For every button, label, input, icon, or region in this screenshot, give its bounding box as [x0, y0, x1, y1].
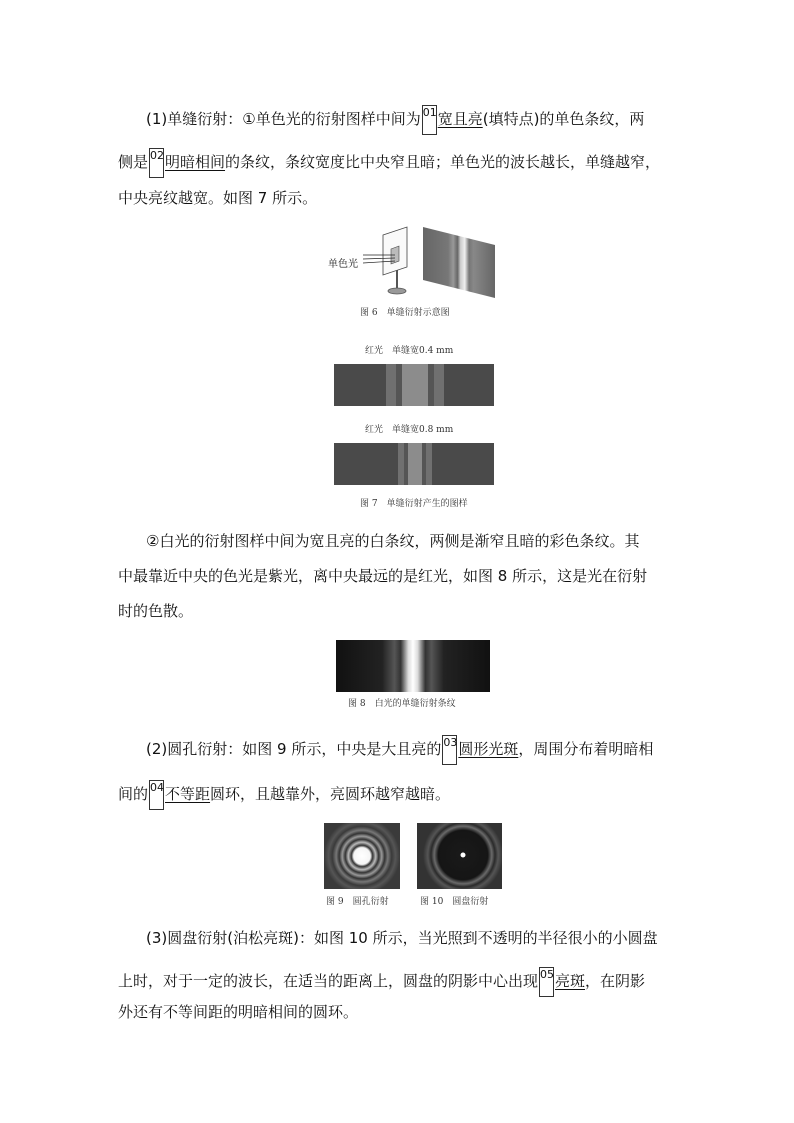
answer-box-01: [422, 105, 437, 135]
answer-box-03: [442, 735, 457, 765]
text-run: 圆环，且越靠外，亮圆环越窄越暗。: [210, 785, 451, 803]
text-run: (1)单缝衍射：①单色光的衍射图样中间为: [146, 110, 421, 128]
figure-9-circular-hole-pattern: [324, 823, 400, 889]
text-run: ，周围分布着明暗相: [518, 740, 654, 758]
text-line: 时的色散。: [118, 602, 194, 620]
answer-box-05: [539, 967, 554, 997]
disk-diffraction-image: [417, 823, 502, 889]
answer-number: 02: [150, 149, 165, 162]
figure-8-white-light-fringes: [336, 640, 490, 692]
figure-6-caption: 图 6 单缝衍射示意图: [360, 308, 450, 318]
fringe-pattern-0.4mm: [334, 364, 494, 406]
text-line: 中最靠近中央的色光是紫光，离中央最远的是红光，如图 8 所示，这是光在衍射: [118, 567, 648, 585]
text-run: 间的: [118, 785, 149, 803]
text-run: 的条纹，条纹宽度比中央窄且暗；单色光的波长越长，单缝越窄，: [225, 153, 661, 171]
fringe-image: [334, 364, 494, 406]
circular-hole-image: [324, 823, 400, 889]
figure-9-caption: 图 9 圆孔衍射: [326, 897, 389, 907]
fringe-image: [334, 443, 494, 485]
text-line: [146, 735, 653, 765]
text-line: [118, 967, 645, 997]
answer-number: 01: [422, 106, 437, 119]
answer-text: 圆形光斑: [458, 740, 519, 758]
text-line: [146, 105, 644, 135]
text-line: (3)圆盘衍射(泊松亮斑)：如图 10 所示，当光照到不透明的半径很小的小圆盘: [146, 929, 658, 947]
figure-8-caption: 图 8 白光的单缝衍射条纹: [348, 699, 456, 709]
text-line: [118, 780, 450, 810]
answer-number: 05: [540, 968, 555, 981]
text-line: [118, 148, 660, 178]
monochromatic-light-label: 单色光: [328, 259, 358, 270]
text-run: ，在阴影: [585, 972, 646, 990]
answer-number: 03: [443, 736, 458, 749]
figure-7-label-bottom: 红光 单缝宽0.8 mm: [365, 425, 454, 435]
answer-text: 亮斑: [555, 972, 586, 990]
text-run: (填特点)的单色条纹，两: [482, 110, 645, 128]
answer-box-04: [149, 780, 164, 810]
figure-10-caption: 图 10 圆盘衍射: [420, 897, 489, 907]
fringe-pattern-0.8mm: [334, 443, 494, 485]
text-run: 侧是: [118, 153, 149, 171]
white-light-fringe-image: [336, 640, 490, 692]
text-run: 上时，对于一定的波长，在适当的距离上，圆盘的阴影中心出现: [118, 972, 539, 990]
answer-text: 不等距: [165, 785, 211, 803]
answer-text: 明暗相间: [165, 153, 226, 171]
text-line: 中央亮纹越宽。如图 7 所示。: [118, 189, 318, 207]
answer-box-02: [149, 148, 164, 178]
figure-6-single-slit-diagram: [325, 225, 500, 300]
answer-text: 宽且亮: [437, 110, 483, 128]
figure-10-disk-pattern: [417, 823, 502, 889]
text-run: (2)圆孔衍射：如图 9 所示，中央是大且亮的: [146, 740, 442, 758]
figure-7-caption: 图 7 单缝衍射产生的图样: [360, 499, 468, 509]
figure-7-label-top: 红光 单缝宽0.4 mm: [365, 346, 454, 356]
answer-number: 04: [150, 781, 165, 794]
text-line: 外还有不等间距的明暗相间的圆环。: [118, 1003, 359, 1021]
text-line: ②白光的衍射图样中间为宽且亮的白条纹，两侧是渐窄且暗的彩色条纹。其: [146, 532, 640, 550]
